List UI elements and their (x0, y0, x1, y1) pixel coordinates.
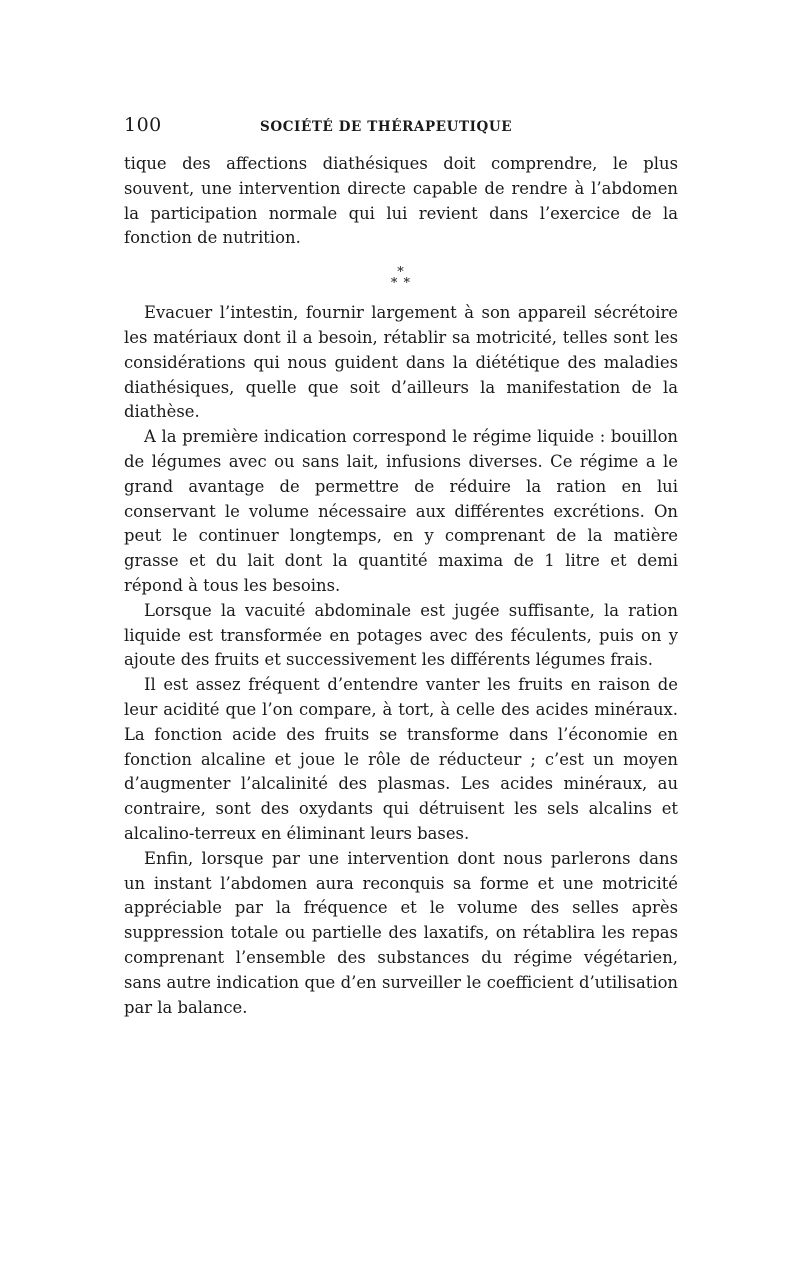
running-title: SOCIÉTÉ DE THÉRAPEUTIQUE (260, 119, 513, 135)
page-number: 100 (124, 114, 162, 136)
section-separator (124, 251, 678, 301)
paragraph: A la première indication correspond le régime liquide : bouillon de légumes avec ou sans lait, infusions diverses. Ce régime a le grand avantage de permettre de réduire la ration en lui conservant le volume nécessaire aux différentes excrétions. On peut le continuer longtemps, en y comprenant de la matière grasse et du lait dont la quantité maxima de 1 litre et demi répond à tous les besoins. (124, 427, 678, 595)
paragraph: Evacuer l’intestin, fournir largement à son appareil sécrétoire les matériaux dont il a besoin, rétablir sa motricité, telles sont les considérations qui nous guident dans la diététique des maladies diathésiques, quelle que soit d’ailleurs la manifestation de la diathèse. (124, 303, 678, 422)
paragraph: Lorsque la vacuité abdominale est jugée suffisante, la ration liquide est transformée en potages avec des féculents, puis on y ajoute des fruits et successivement les différents légumes frais. (124, 600, 678, 670)
page-body (124, 152, 678, 1020)
paragraph: Enfin, lorsque par une intervention dont nous parlerons dans un instant l’abdomen aura reconquis sa forme et une motricité appréciable par la fréquence et le volume des selles après suppression totale ou partielle des laxatifs, on rétablira les repas comprenant l’ensemble des substances du régime végétarien, sans autre indication que d’en surveiller le coefficient d’utilisation par la balance. (124, 848, 678, 1017)
page-header (124, 114, 678, 138)
asterism-top: * (397, 265, 405, 281)
asterism-bottom: * * (390, 276, 412, 292)
paragraph-continuation: tique des affections diathésiques doit comprendre, le plus souvent, une intervention directe capable de rendre à l’abdomen la participation normale qui lui revient dans l’exercice de la fonction de nutrition. (124, 154, 678, 248)
paragraph: Il est assez fréquent d’entendre vanter les fruits en raison de leur acidité que l’on compare, à tort, à celle des acides minéraux. La fonction acide des fruits se transforme dans l’économie en fonction alcaline et joue le rôle de réducteur ; c’est un moyen d’augmenter l’alcalinité des plasmas. Les acides minéraux, au contraire, sont des oxydants qui détruisent les sels alcalins et alcalino-terreux en éliminant leurs bases. (124, 675, 678, 843)
